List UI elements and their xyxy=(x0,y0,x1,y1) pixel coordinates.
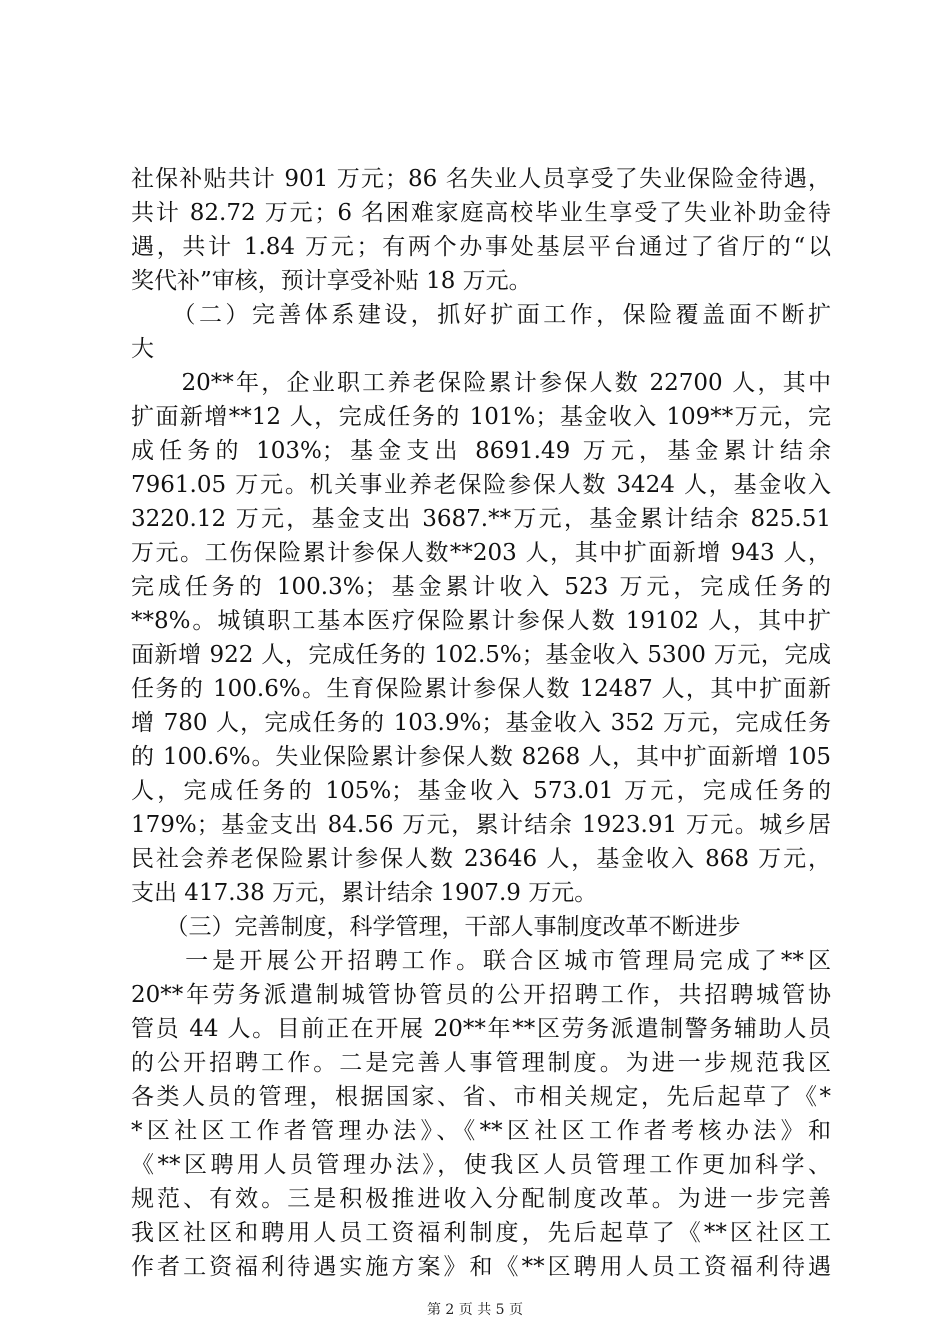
section-heading-2-cont: 大 xyxy=(131,336,154,362)
text-line: 扩面新增**12 人，完成任务的 101%；基金收入 109**万元，完 xyxy=(131,404,831,430)
text-line: 民社会养老保险累计参保人数 23646 人，基金收入 868 万元， xyxy=(131,846,831,872)
text-line: 的公开招聘工作。二是完善人事管理制度。为进一步规范我区 xyxy=(131,1050,831,1076)
text-line: 完成任务的 100.3%；基金累计收入 523 万元，完成任务的 xyxy=(131,574,831,600)
text-line: *区社区工作者管理办法》、《**区社区工作者考核办法》和 xyxy=(131,1118,831,1144)
text-line: 20**年劳务派遣制城管协管员的公开招聘工作，共招聘城管协 xyxy=(131,982,831,1008)
text-line: 人，完成任务的 105%；基金收入 573.01 万元，完成任务的 xyxy=(131,778,831,804)
text-line: 179%；基金支出 84.56 万元，累计结余 1923.91 万元。城乡居 xyxy=(131,812,831,838)
page-footer: 第 2 页 共 5 页 xyxy=(426,1302,524,1318)
text-line: 社保补贴共计 901 万元；86 名失业人员享受了失业保险金待遇， xyxy=(131,166,831,192)
text-line: 万元。工伤保险累计参保人数**203 人，其中扩面新增 943 人， xyxy=(131,540,831,566)
text-line: 的 100.6%。失业保险累计参保人数 8268 人，其中扩面新增 105 xyxy=(131,744,831,770)
text-line: 奖代补”审核，预计享受补贴 18 万元。 xyxy=(131,268,532,294)
text-line: 增 780 人，完成任务的 103.9%；基金收入 352 万元，完成任务 xyxy=(131,710,831,736)
section-heading-2: （二）完善体系建设，抓好扩面工作，保险覆盖面不断扩 xyxy=(131,302,831,328)
text-line: 共计 82.72 万元；6 名困难家庭高校毕业生享受了失业补助金待 xyxy=(131,200,831,226)
text-line: 任务的 100.6%。生育保险累计参保人数 12487 人，其中扩面新 xyxy=(131,676,831,702)
text-line: 一是开展公开招聘工作。联合区城市管理局完成了**区 xyxy=(131,948,831,974)
text-line: 管员 44 人。目前正在开展 20**年**区劳务派遣制警务辅助人员 xyxy=(131,1016,831,1042)
section-heading-3: （三）完善制度，科学管理，干部人事制度改革不断进步 xyxy=(131,914,741,940)
text-line: 20**年，企业职工养老保险累计参保人数 22700 人，其中 xyxy=(131,370,831,396)
text-line: 遇，共计 1.84 万元；有两个办事处基层平台通过了省厅的“以 xyxy=(131,234,831,260)
text-line: 《**区聘用人员管理办法》，使我区人员管理工作更加科学、 xyxy=(131,1152,831,1178)
text-line: 成任务的 103%；基金支出 8691.49 万元，基金累计结余 xyxy=(131,438,831,464)
text-line: 3220.12 万元，基金支出 3687.**万元，基金累计结余 825.51 xyxy=(131,506,831,532)
text-line: 支出 417.38 万元，累计结余 1907.9 万元。 xyxy=(131,880,598,906)
text-line: 我区社区和聘用人员工资福利制度，先后起草了《**区社区工 xyxy=(131,1220,831,1246)
text-line: 规范、有效。三是积极推进收入分配制度改革。为进一步完善 xyxy=(131,1186,831,1212)
text-line: 7961.05 万元。机关事业养老保险参保人数 3424 人，基金收入 xyxy=(131,472,831,498)
text-line: 面新增 922 人，完成任务的 102.5%；基金收入 5300 万元，完成 xyxy=(131,642,831,668)
document-body xyxy=(131,162,831,1284)
text-line: **8%。城镇职工基本医疗保险累计参保人数 19102 人，其中扩 xyxy=(131,608,831,634)
text-line: 各类人员的管理，根据国家、省、市相关规定，先后起草了《* xyxy=(131,1084,831,1110)
text-line: 作者工资福利待遇实施方案》和《**区聘用人员工资福利待遇 xyxy=(131,1254,831,1280)
